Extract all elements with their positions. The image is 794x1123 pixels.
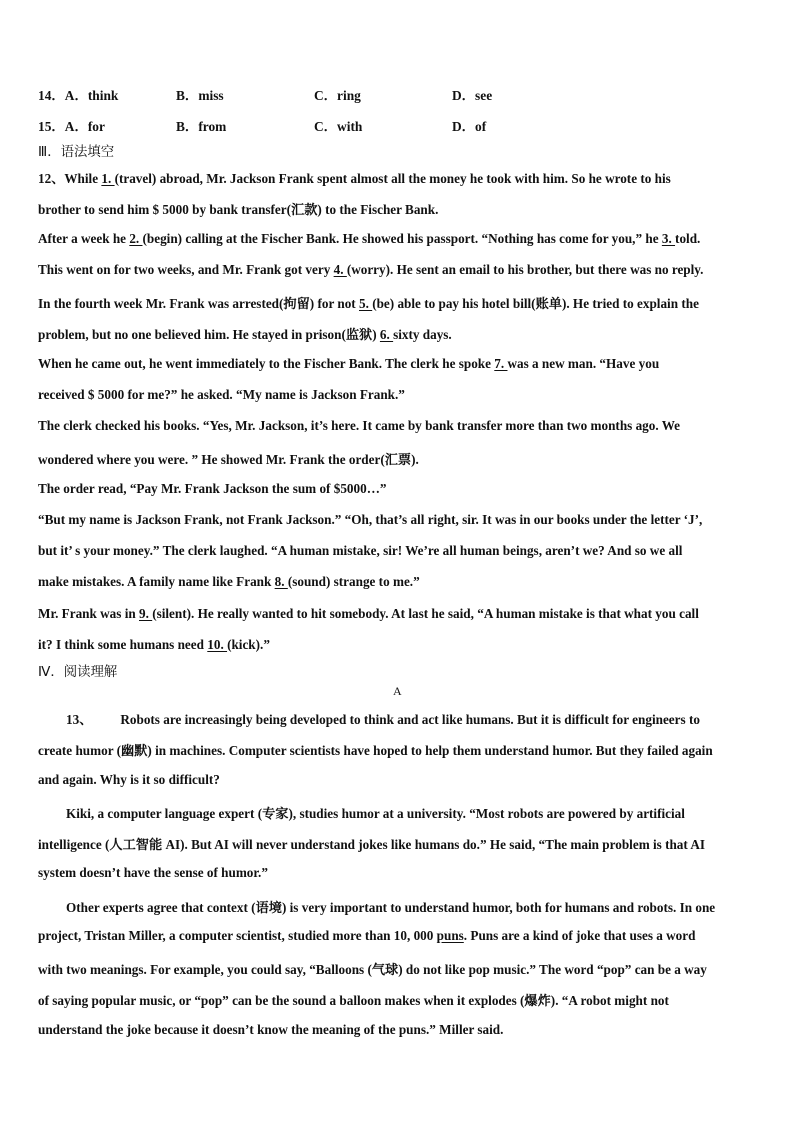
- cloze-line-11: The order read, “Pay Mr. Frank Jackson the sum of $5000…”: [38, 481, 387, 496]
- cloze-line-16: it? I think some humans need 10. (kick).”: [38, 637, 270, 652]
- cloze-line-10: wondered where you were. ” He showed Mr. Frank the order(汇票).: [38, 452, 419, 467]
- cloze-line-6: problem, but no one believed him. He stayed in prison(监狱) 6. sixty days.: [38, 327, 452, 342]
- blank-10: 10.: [207, 637, 228, 652]
- cloze-line-8: received $ 5000 for me?” he asked. “My name is Jackson Frank.”: [38, 387, 405, 402]
- q15-option-b: B．from: [176, 119, 227, 134]
- q14-option-c: C．ring: [314, 88, 361, 103]
- reading-p3-line-3: with two meanings. For example, you could say, “Balloons (气球) do not like pop music.” The word “pop” can be a way: [38, 962, 707, 977]
- blank-2: 2.: [129, 231, 143, 246]
- underlined-word-puns: puns: [436, 928, 464, 943]
- cloze-line-12: “But my name is Jackson Frank, not Frank Jackson.” “Oh, that’s all right, sir. It was in our books under the letter ‘J’,: [38, 512, 703, 527]
- section-4-heading: Ⅳ．阅读理解: [38, 665, 118, 680]
- blank-6: 6.: [379, 327, 394, 342]
- cloze-line-9: The clerk checked his books. “Yes, Mr. Jackson, it’s here. It came by bank transfer more than two months ago. We: [38, 418, 681, 433]
- reading-p1-line-3: and again. Why is it so difficult?: [38, 772, 220, 787]
- question-13-number: 13、: [66, 712, 93, 727]
- q14-option-d: D．see: [452, 88, 493, 103]
- cloze-line-2: brother to send him $ 5000 by bank transfer(汇款) to the Fischer Bank.: [38, 202, 439, 217]
- cloze-line-13: but it’ s your money.” The clerk laughed. “A human mistake, sir! We’re all human beings, aren’t we? And so we all: [38, 543, 683, 558]
- q14-option-b: B．miss: [176, 88, 224, 103]
- blank-5: 5.: [359, 296, 373, 311]
- q15-option-a: 15．A．for: [38, 119, 105, 134]
- cloze-line-3: After a week he 2. (begin) calling at the Fischer Bank. He showed his passport. “Nothing has come for you,” he 3. told.: [38, 231, 701, 246]
- cloze-line-15: Mr. Frank was in 9. (silent). He really wanted to hit somebody. At last he said, “A human mistake is that what you call: [38, 606, 699, 621]
- blank-1: 1.: [101, 171, 115, 186]
- q15-option-c: C．with: [314, 119, 363, 134]
- blank-7: 7.: [494, 356, 508, 371]
- q15-option-d: D．of: [452, 119, 487, 134]
- reading-p3-line-1: Other experts agree that context (语境) is very important to understand humor, both for humans and robots. In one: [66, 900, 716, 915]
- cloze-line-4: This went on for two weeks, and Mr. Frank got very 4. (worry). He sent an email to his brother, but there was no reply.: [38, 262, 704, 277]
- blank-3: 3.: [661, 231, 676, 246]
- reading-p1-line-1: 13、 Robots are increasingly being developed to think and act like humans. But it is difficult for engineers to: [66, 712, 700, 727]
- reading-p1-line-2: create humor (幽默) in machines. Computer scientists have hoped to help them understand humor. But they failed again: [38, 743, 713, 758]
- blank-9: 9.: [139, 606, 153, 621]
- reading-p2-line-3: system doesn’t have the sense of humor.”: [38, 865, 268, 880]
- cloze-line-5: In the fourth week Mr. Frank was arrested(拘留) for not 5. (be) able to pay his hotel bill(账单). He tried to explain the: [38, 296, 699, 311]
- reading-p2-line-1: Kiki, a computer language expert (专家), studies humor at a university. “Most robots are powered by artificial: [66, 806, 685, 821]
- reading-p3-line-5: understand the joke because it doesn’t know the meaning of the puns.” Miller said.: [38, 1022, 504, 1037]
- reading-p2-line-2: intelligence (人工智能 AI). But AI will never understand jokes like humans do.” He said, “The main problem is that AI: [38, 837, 706, 852]
- reading-p3-line-4: of saying popular music, or “pop” can be the sound a balloon makes when it explodes (爆炸). “A robot might not: [38, 993, 669, 1008]
- reading-p3-line-2: project, Tristan Miller, a computer scientist, studied more than 10, 000 puns. Puns are a kind of joke that uses a word: [38, 928, 696, 943]
- blank-4: 4.: [333, 262, 347, 277]
- cloze-line-1: 12、While 1. (travel) abroad, Mr. Jackson Frank spent almost all the money he took with him. So he wrote to his: [38, 171, 671, 186]
- q14-option-a: 14．A．think: [38, 88, 119, 103]
- cloze-line-14: make mistakes. A family name like Frank 8. (sound) strange to me.”: [38, 574, 420, 589]
- section-3-heading: Ⅲ．语法填空: [38, 145, 115, 160]
- cloze-line-7: When he came out, he went immediately to the Fischer Bank. The clerk he spoke 7. was a new man. “Have you: [38, 356, 660, 371]
- blank-8: 8.: [274, 574, 288, 589]
- passage-label: A: [393, 684, 402, 698]
